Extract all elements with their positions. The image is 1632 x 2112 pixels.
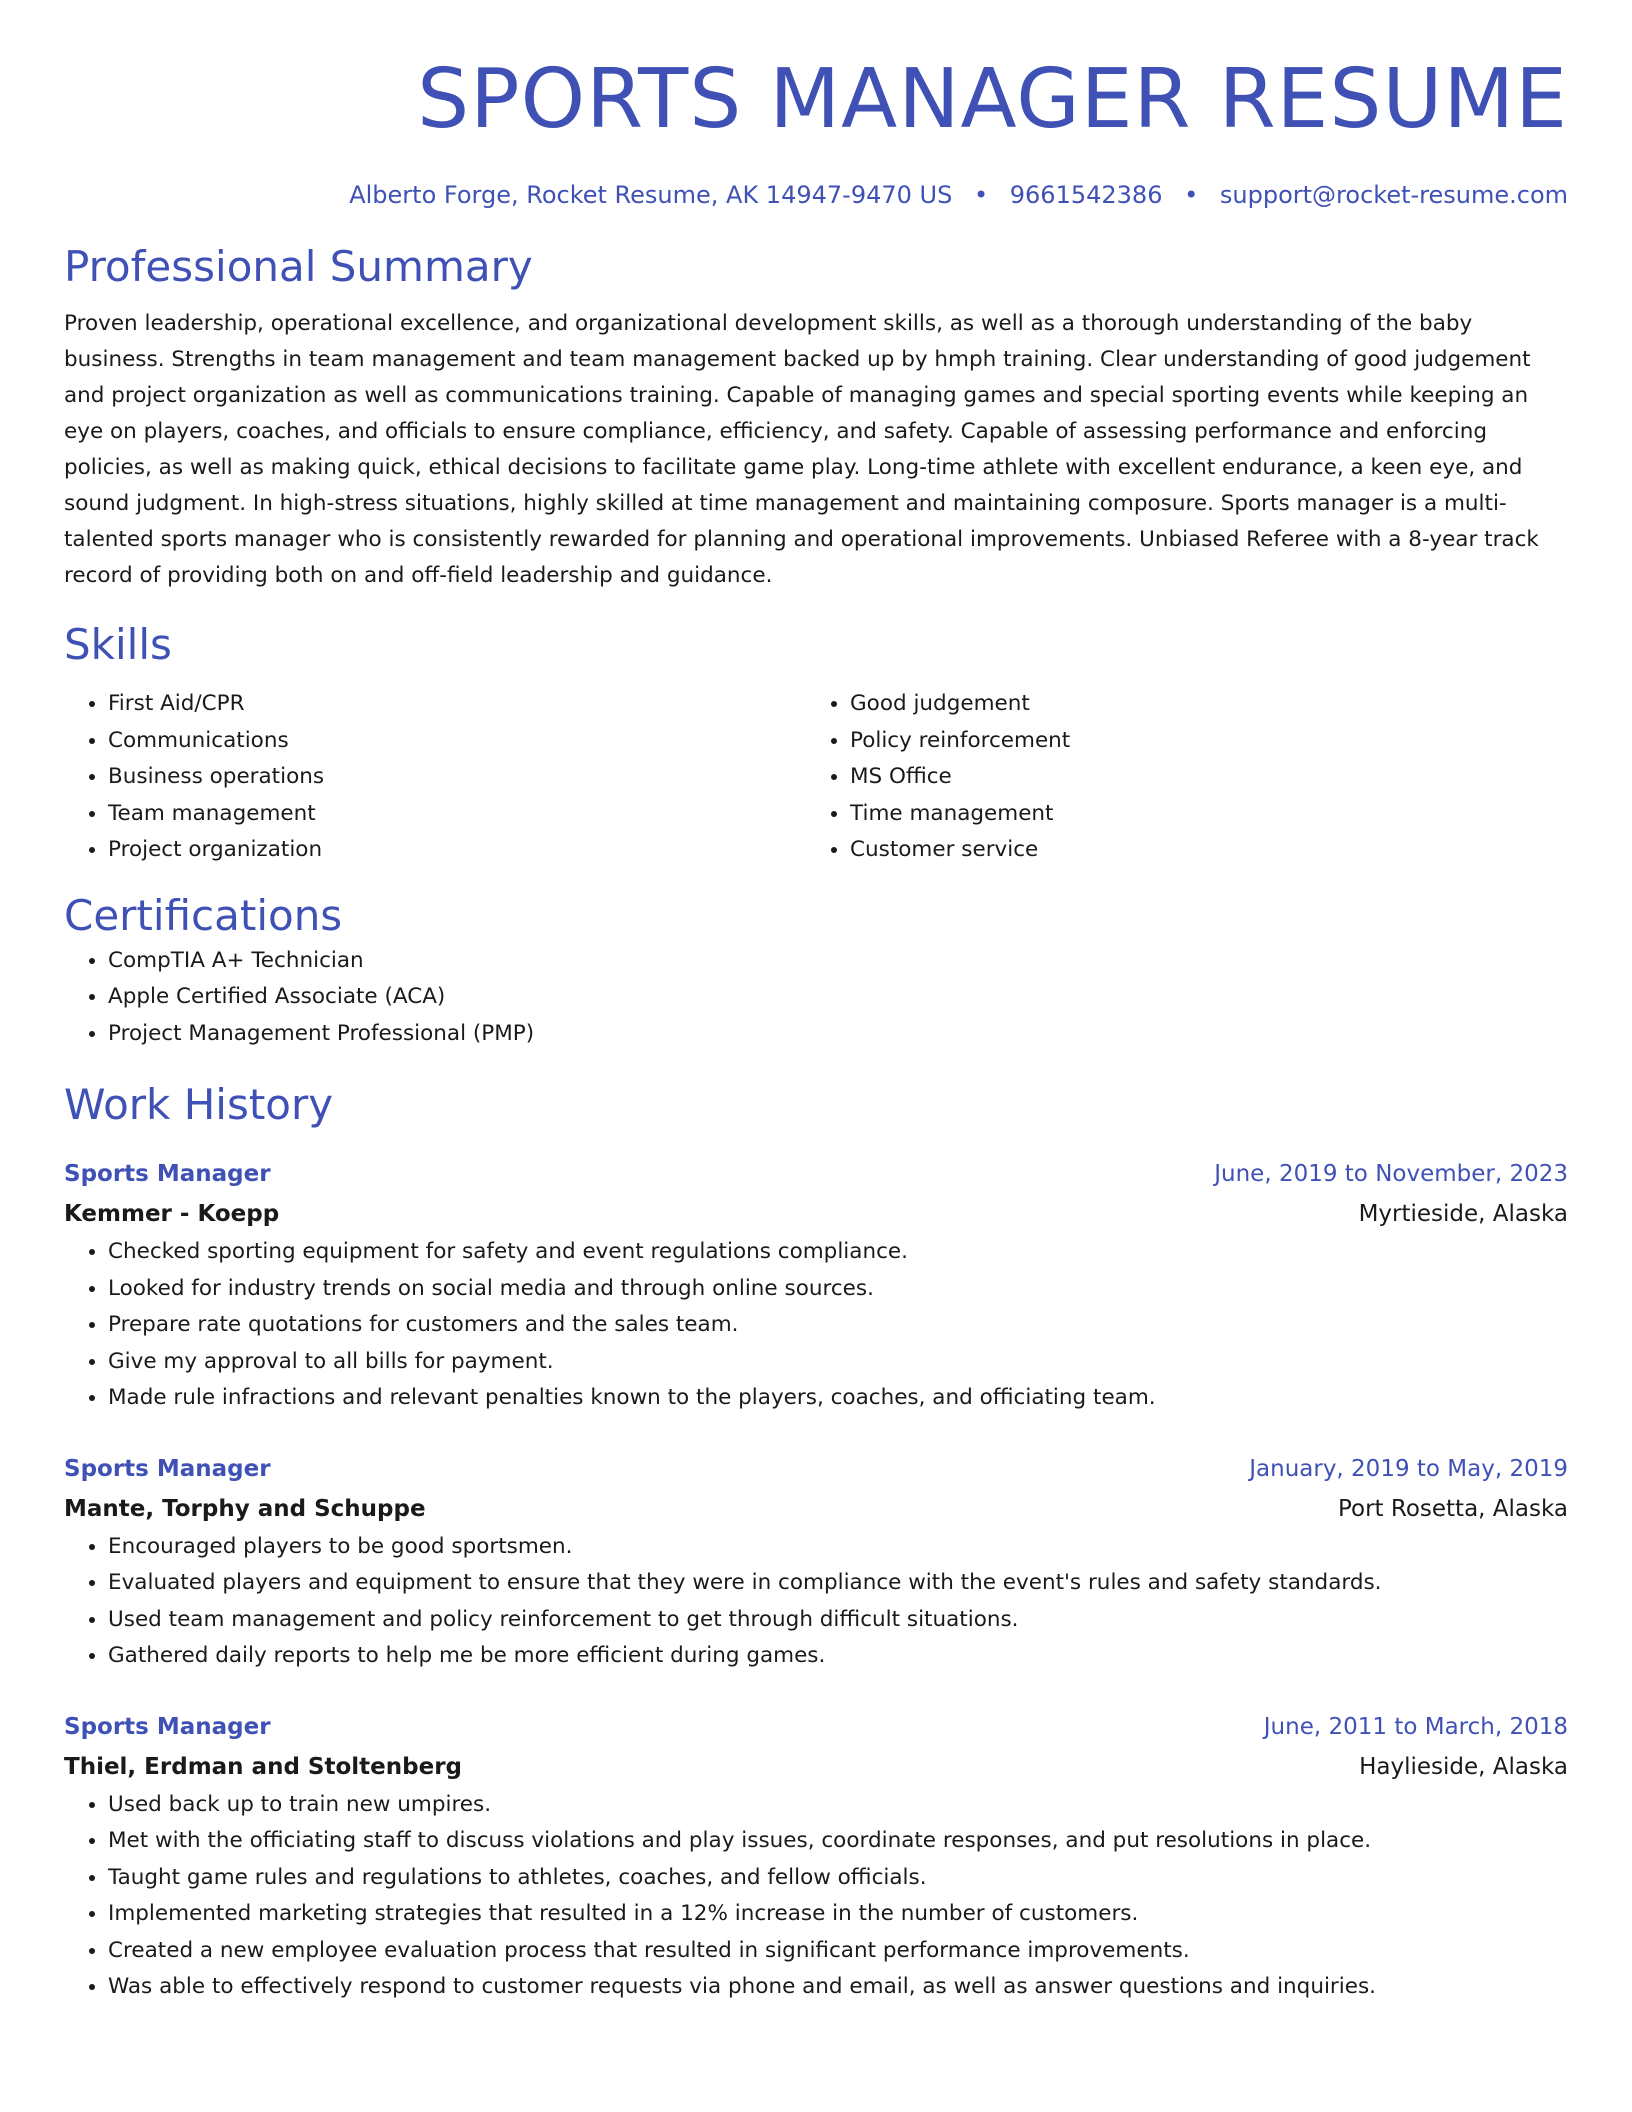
job-role: Sports Manager — [64, 1161, 271, 1187]
job-duties-list — [64, 1529, 1568, 1675]
resume-title: SPORTS MANAGER RESUME — [417, 52, 1568, 147]
summary-text: Proven leadership, operational excellence, and organizational development skills, as well as a thorough understanding of the baby business. Strengths in team management and team management backed up by hmph training. Clear understanding of good judgement and project organization as well as communications training. Capable of managing games and special sporting events while keeping an eye on players, coaches, and officials to ensure compliance, efficiency, and safety. Capable of assessing performance and enforcing policies, as well as making quick, ethical decisions to facilitate game play. Long-time athlete with excellent endurance, a keen eye, and sound judgment. In high-stress situations, highly skilled at time management and maintaining composure. Sports manager is a multi-talented sports manager who is consistently rewarded for planning and operational improvements. Unbiased Referee with a 8-year track record of providing both on and off-field leadership and guidance. — [64, 311, 1539, 588]
job-location: Myrtieside, Alaska — [1358, 1201, 1568, 1227]
certification-item: • Project Management Professional (PMP) — [108, 1016, 1568, 1053]
job-company: Thiel, Erdman and Stoltenberg — [64, 1753, 463, 1780]
job-company: Mante, Torphy and Schuppe — [64, 1495, 426, 1522]
skill-item: • Business operations — [108, 759, 806, 796]
job-duty: • Prepare rate quotations for customers and the sales team. — [108, 1307, 1568, 1344]
work-history-heading: Work History — [64, 1080, 334, 1129]
job-duty: • Met with the officiating staff to discuss violations and play issues, coordinate responses, and put resolutions in place. — [108, 1823, 1568, 1860]
skill-item: • Policy reinforcement — [850, 723, 1548, 760]
contact-separator: • — [973, 181, 989, 209]
job-dates: January, 2019 to May, 2019 — [1249, 1455, 1568, 1482]
job-duty: • Made rule infractions and relevant penalties known to the players, coaches, and officiating team. — [108, 1380, 1568, 1417]
job-duties-list — [64, 1787, 1568, 2006]
job-dates: June, 2019 to November, 2023 — [1214, 1161, 1568, 1187]
job-duty: • Looked for industry trends on social media and through online sources. — [108, 1271, 1568, 1308]
contact-email: support@rocket-resume.com — [1219, 181, 1568, 209]
summary-heading: Professional Summary — [64, 242, 533, 291]
work-history-list — [64, 1154, 1568, 2006]
skill-item: • Time management — [850, 796, 1548, 833]
skills-column-left — [64, 686, 806, 869]
job-company-row — [64, 1194, 1568, 1234]
skill-item: • Project organization — [108, 832, 806, 869]
job-company-row — [64, 1489, 1568, 1529]
job-dates: June, 2011 to March, 2018 — [1263, 1713, 1568, 1740]
certifications-list — [64, 943, 1568, 1053]
contact-phone: 9661542386 — [1009, 181, 1163, 209]
skills-column-right — [806, 686, 1548, 869]
certification-item: • Apple Certified Associate (ACA) — [108, 979, 1568, 1016]
job-entry — [64, 1154, 1568, 1417]
job-duty: • Encouraged players to be good sportsmen. — [108, 1529, 1568, 1566]
job-duty: • Taught game rules and regulations to athletes, coaches, and fellow officials. — [108, 1860, 1568, 1897]
skills-list-right — [806, 686, 1548, 869]
job-title-row — [64, 1449, 1568, 1489]
contact-line — [64, 178, 1568, 212]
skills-heading: Skills — [64, 620, 172, 669]
job-duty: • Implemented marketing strategies that resulted in a 12% increase in the number of customers. — [108, 1896, 1568, 1933]
skill-item: • MS Office — [850, 759, 1548, 796]
job-duty: • Evaluated players and equipment to ensure that they were in compliance with the event's rules and safety standards. — [108, 1565, 1568, 1602]
job-company-row — [64, 1747, 1568, 1787]
job-duty: • Used team management and policy reinforcement to get through difficult situations. — [108, 1602, 1568, 1639]
skill-item: • First Aid/CPR — [108, 686, 806, 723]
job-location: Haylieside, Alaska — [1359, 1753, 1568, 1780]
contact-address: Alberto Forge, Rocket Resume, AK 14947-9470 US — [349, 181, 953, 209]
job-title-row — [64, 1154, 1568, 1194]
job-title-row — [64, 1707, 1568, 1747]
job-duty: • Used back up to train new umpires. — [108, 1787, 1568, 1824]
contact-separator: • — [1184, 181, 1199, 209]
skill-item: • Team management — [108, 796, 806, 833]
job-role: Sports Manager — [64, 1713, 271, 1740]
job-duty: • Checked sporting equipment for safety and event regulations compliance. — [108, 1234, 1568, 1271]
skill-item: • Communications — [108, 723, 806, 760]
job-entry — [64, 1449, 1568, 1675]
skills-list-left — [64, 686, 806, 869]
job-role: Sports Manager — [64, 1455, 271, 1482]
job-duty: • Give my approval to all bills for payment. — [108, 1344, 1568, 1381]
certification-item: • CompTIA A+ Technician — [108, 943, 1568, 980]
certifications-heading: Certifications — [64, 890, 343, 940]
job-duties-list — [64, 1234, 1568, 1417]
job-entry — [64, 1707, 1568, 2006]
job-duty: • Gathered daily reports to help me be more efficient during games. — [108, 1638, 1568, 1675]
skill-item: • Customer service — [850, 832, 1548, 869]
job-company: Kemmer - Koepp — [64, 1201, 280, 1227]
job-duty: • Created a new employee evaluation process that resulted in significant performance improvements. — [108, 1933, 1568, 1970]
job-duty: • Was able to effectively respond to customer requests via phone and email, as well as answer questions and inquiries. — [108, 1969, 1568, 2006]
job-location: Port Rosetta, Alaska — [1337, 1495, 1568, 1522]
skills-grid — [64, 686, 1568, 869]
skill-item: • Good judgement — [850, 686, 1548, 723]
